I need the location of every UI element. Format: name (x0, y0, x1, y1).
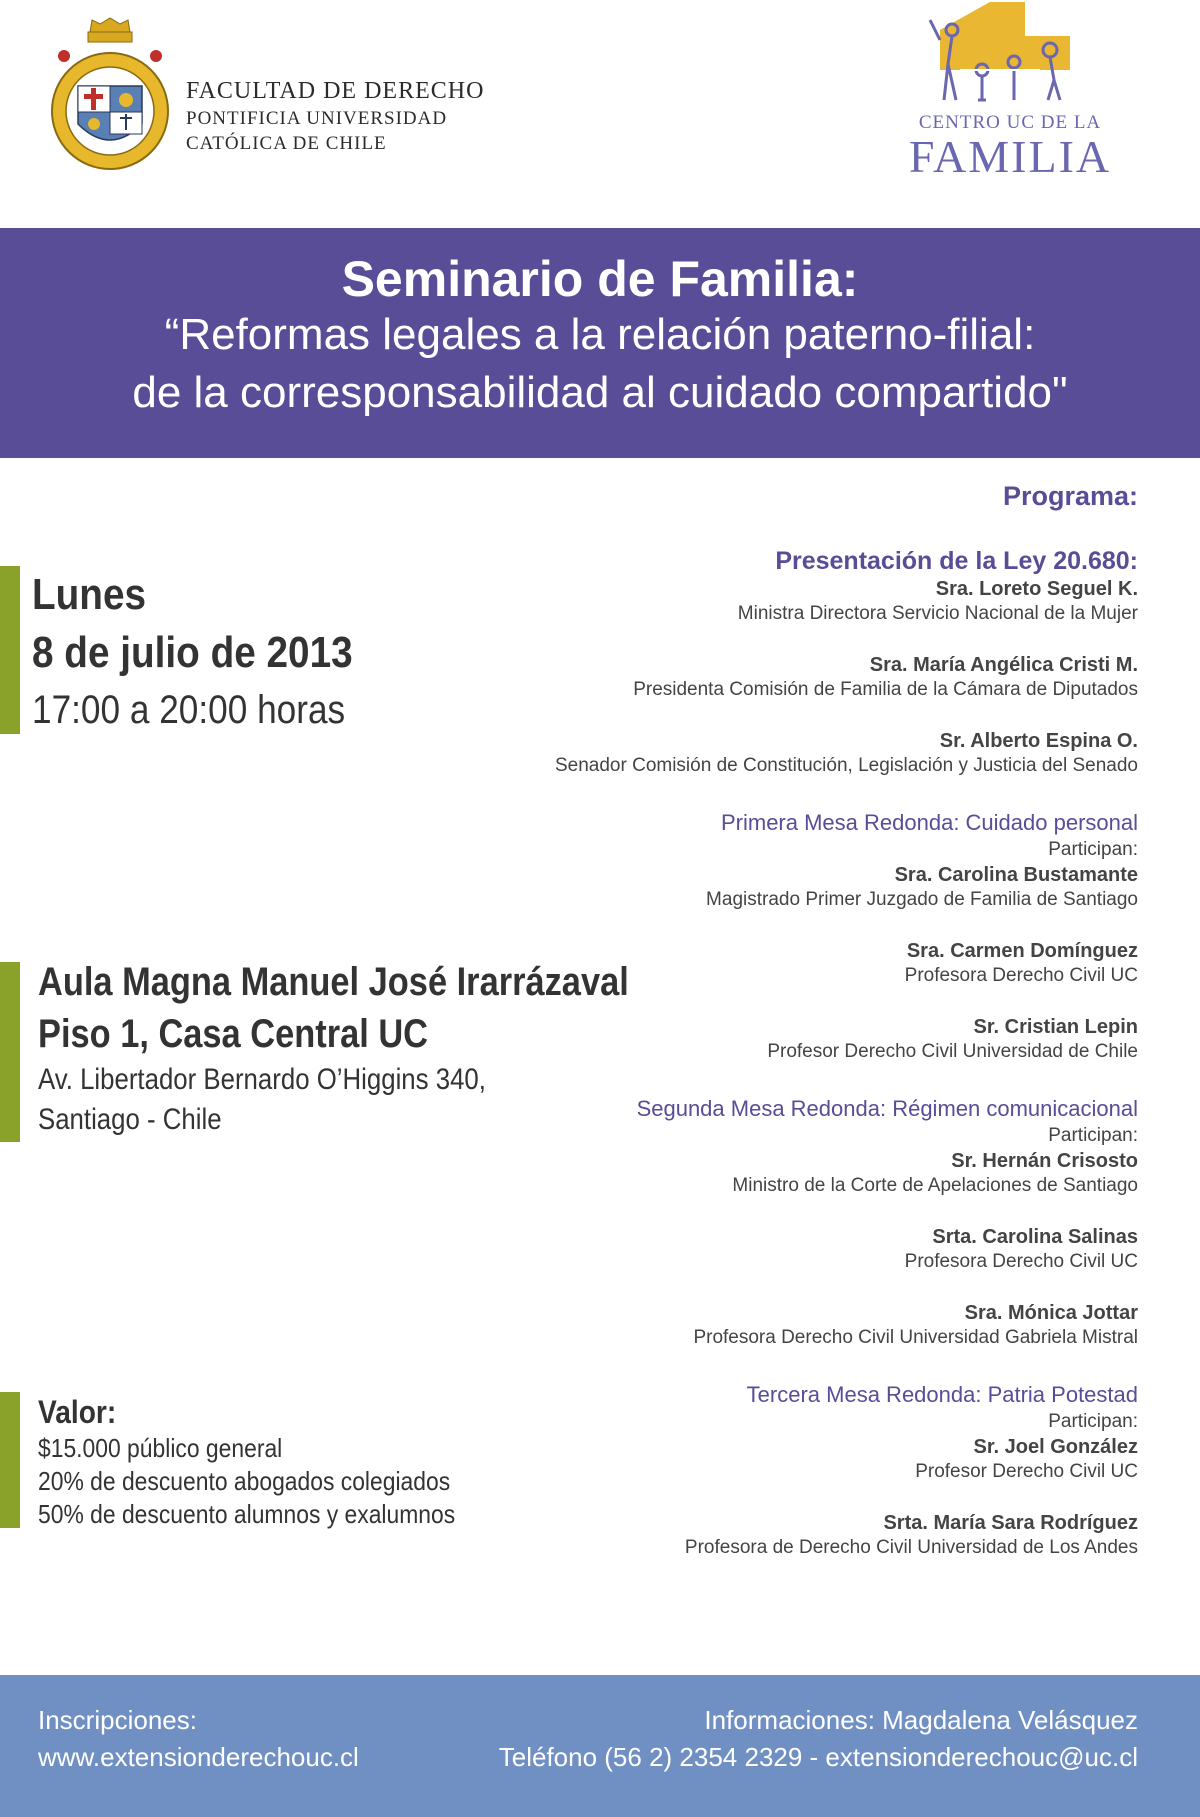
speaker-role: Ministro de la Corte de Apelaciones de Santiago (732, 1175, 1138, 1196)
speaker-name: Sra. Loreto Seguel K. (935, 578, 1138, 600)
speaker-name: Sr. Hernán Crisosto (951, 1150, 1138, 1172)
registration-label: Inscripciones: (38, 1705, 197, 1735)
panel2-title: Segunda Mesa Redonda: Régimen comunicacional (636, 1096, 1138, 1121)
faculty-line2: PONTIFICIA UNIVERSIDAD (186, 108, 448, 129)
speaker-role: Profesora Derecho Civil UC (904, 1251, 1138, 1272)
speaker-role: Senador Comisión de Constitución, Legislación y Justicia del Senado (554, 755, 1138, 776)
speaker-role: Ministra Directora Servicio Nacional de la Mujer (737, 603, 1138, 624)
participants-label: Participan: (1048, 1125, 1138, 1146)
registration-url[interactable]: www.extensionderechouc.cl (38, 1742, 359, 1772)
event-date: 8 de julio de 2013 (32, 628, 353, 677)
speaker-name: Srta. Carolina Salinas (932, 1226, 1138, 1248)
venue-line3: Av. Libertador Bernardo O’Higgins 340, (38, 1063, 486, 1096)
panel1-title: Primera Mesa Redonda: Cuidado personal (720, 810, 1138, 835)
accent-bar-price (0, 1392, 20, 1528)
price-label: Valor: (38, 1394, 117, 1430)
seminar-subtitle-line1: “Reformas legales a la relación paterno-filial: (164, 310, 1036, 359)
seminar-title: Seminario de Familia: (341, 251, 859, 307)
price-item: 50% de descuento alumnos y exalumnos (38, 1499, 456, 1529)
program-block (418, 476, 1138, 1560)
venue-line2: Piso 1, Casa Central UC (38, 1012, 429, 1056)
speaker-name: Sr. Cristian Lepin (973, 1016, 1138, 1038)
speaker-name: Sra. Carmen Domínguez (906, 940, 1138, 962)
title-band (0, 228, 1200, 458)
footer (0, 1675, 1200, 1817)
center-name-line1: CENTRO UC DE LA (918, 112, 1102, 133)
speaker-role: Profesor Derecho Civil Universidad de Chile (767, 1041, 1138, 1062)
event-day: Lunes (32, 570, 147, 619)
accent-bar-date (0, 566, 20, 734)
speaker-role: Magistrado Primer Juzgado de Familia de Santiago (706, 889, 1138, 910)
presentation-title: Presentación de la Ley 20.680: (775, 547, 1138, 575)
speaker-name: Sra. Mónica Jottar (964, 1302, 1138, 1324)
center-name-line2: FAMILIA (908, 131, 1112, 182)
participants-label: Participan: (1048, 1411, 1138, 1432)
registration-info (38, 1702, 359, 1776)
speaker-name: Srta. María Sara Rodríguez (883, 1512, 1138, 1534)
contact-phone-email[interactable]: Teléfono (56 2) 2354 2329 - extensionderechouc@uc.cl (498, 1742, 1138, 1772)
speaker-role: Profesora Derecho Civil Universidad Gabriela Mistral (693, 1327, 1138, 1348)
venue-line1: Aula Magna Manuel José Irarrázaval (38, 960, 629, 1004)
event-date-block (32, 566, 396, 738)
speaker-role: Profesor Derecho Civil UC (915, 1461, 1138, 1482)
event-time: 17:00 a 20:00 horas (32, 688, 346, 732)
speaker-name: Sr. Joel González (973, 1436, 1138, 1458)
program-title: Programa: (1002, 481, 1138, 511)
venue-line4: Santiago - Chile (38, 1103, 222, 1136)
speaker-name: Sra. María Angélica Cristi M. (869, 654, 1138, 676)
speaker-role: Profesora Derecho Civil UC (904, 965, 1138, 986)
speaker-role: Profesora de Derecho Civil Universidad de Los Andes (684, 1537, 1138, 1558)
accent-bar-venue (0, 962, 20, 1142)
price-item: 20% de descuento abogados colegiados (38, 1466, 451, 1496)
price-item: $15.000 público general (38, 1433, 283, 1463)
speaker-role: Presidenta Comisión de Familia de la Cámara de Diputados (633, 679, 1138, 700)
speaker-name: Sra. Carolina Bustamante (894, 864, 1138, 886)
faculty-line3: CATÓLICA DE CHILE (186, 133, 387, 154)
contact-name: Informaciones: Magdalena Velásquez (704, 1705, 1138, 1735)
faculty-name (186, 76, 484, 156)
seminar-subtitle-line2: de la corresponsabilidad al cuidado compartido" (132, 368, 1068, 417)
header (0, 0, 1200, 228)
faculty-line1: FACULTAD DE DERECHO (186, 78, 485, 104)
panel3-title: Tercera Mesa Redonda: Patria Potestad (746, 1382, 1138, 1407)
university-seal-icon (50, 16, 170, 176)
participants-label: Participan: (1048, 839, 1138, 860)
speaker-name: Sr. Alberto Espina O. (939, 730, 1138, 752)
contact-info (499, 1702, 1138, 1776)
